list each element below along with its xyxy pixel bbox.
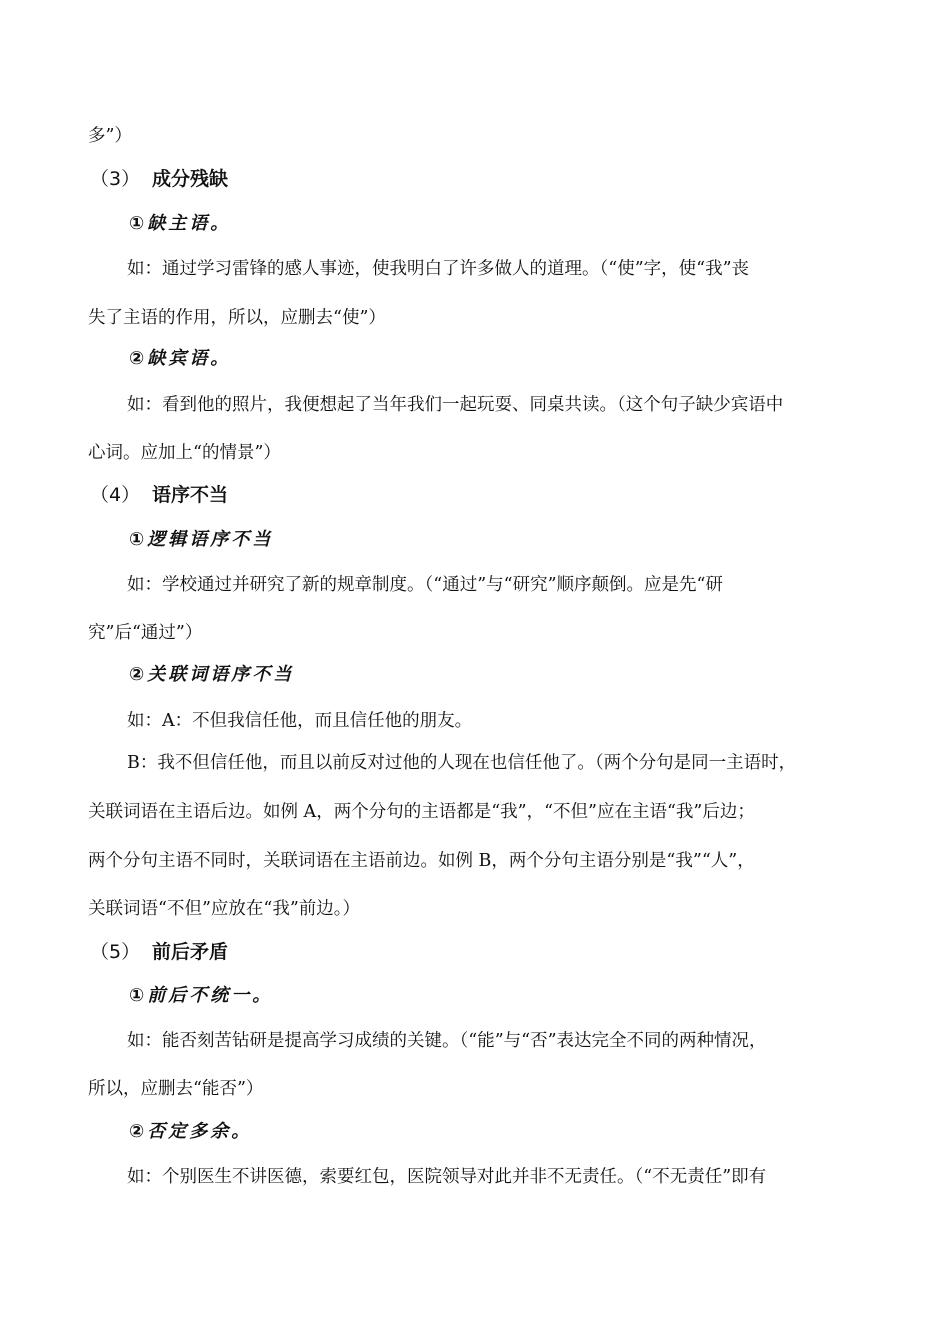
section-heading-5 xyxy=(90,939,228,965)
subheading-missing-object: ②缺宾语。 xyxy=(129,348,232,369)
subheading-inconsistency: ①前后不统一。 xyxy=(129,985,274,1006)
text-line: 关联词语“不但”应放在“我”前边。） xyxy=(88,899,361,919)
section-number: （5） xyxy=(90,941,141,963)
text-line: B：我不但信任他，而且以前反对过他的人现在也信任他了。（两个分句是同一主语时， xyxy=(127,753,797,773)
section-title: 成分残缺 xyxy=(152,168,229,190)
text-line: 关联词语在主语后边。如例 A，两个分句的主语都是“我”，“不但”应在主语“我”后边； xyxy=(88,802,755,822)
text-line: 如：个别医生不讲医德，索要红包，医院领导对此并非不无责任。（“不无责任”即有 xyxy=(127,1167,767,1187)
subheading-logic-order: ①逻辑语序不当 xyxy=(129,529,274,550)
text-line: 如：通过学习雷锋的感人事迹，使我明白了许多做人的道理。（“使”字，使“我”丧 xyxy=(127,259,750,279)
text-line: 如：能否刻苦钻研是提高学习成绩的关键。（“能”与“否”表达完全不同的两种情况， xyxy=(127,1031,767,1051)
text-line: 心词。应加上“的情景”） xyxy=(88,443,281,463)
text-line: 两个分句主语不同时，关联词语在主语前边。如例 B，两个分句主语分别是“我”“人”， xyxy=(88,851,755,871)
text-line: 如：看到他的照片，我便想起了当年我们一起玩耍、同桌共读。（这个句子缺少宾语中 xyxy=(127,395,784,415)
subheading-conjunction-order: ②关联词语序不当 xyxy=(129,664,295,685)
section-title: 前后矛盾 xyxy=(152,941,229,963)
subheading-missing-subject: ①缺主语。 xyxy=(129,213,232,234)
section-number: （4） xyxy=(90,484,141,506)
section-heading-3 xyxy=(90,166,228,192)
text-line: 失了主语的作用，所以，应删去“使”） xyxy=(88,308,386,328)
text-line: 所以，应删去“能否”） xyxy=(88,1079,264,1099)
text-line: 如：学校通过并研究了新的规章制度。（“通过”与“研究”顺序颠倒。应是先“研 xyxy=(127,575,723,595)
subheading-redundant-negation: ②否定多余。 xyxy=(129,1121,253,1142)
section-heading-4 xyxy=(90,482,228,508)
text-line: 多”） xyxy=(88,126,132,146)
section-number: （3） xyxy=(90,168,141,190)
section-title: 语序不当 xyxy=(152,484,229,506)
text-line: 如：A：不但我信任他，而且信任他的朋友。 xyxy=(127,711,473,731)
text-line: 究”后“通过”） xyxy=(88,623,203,643)
